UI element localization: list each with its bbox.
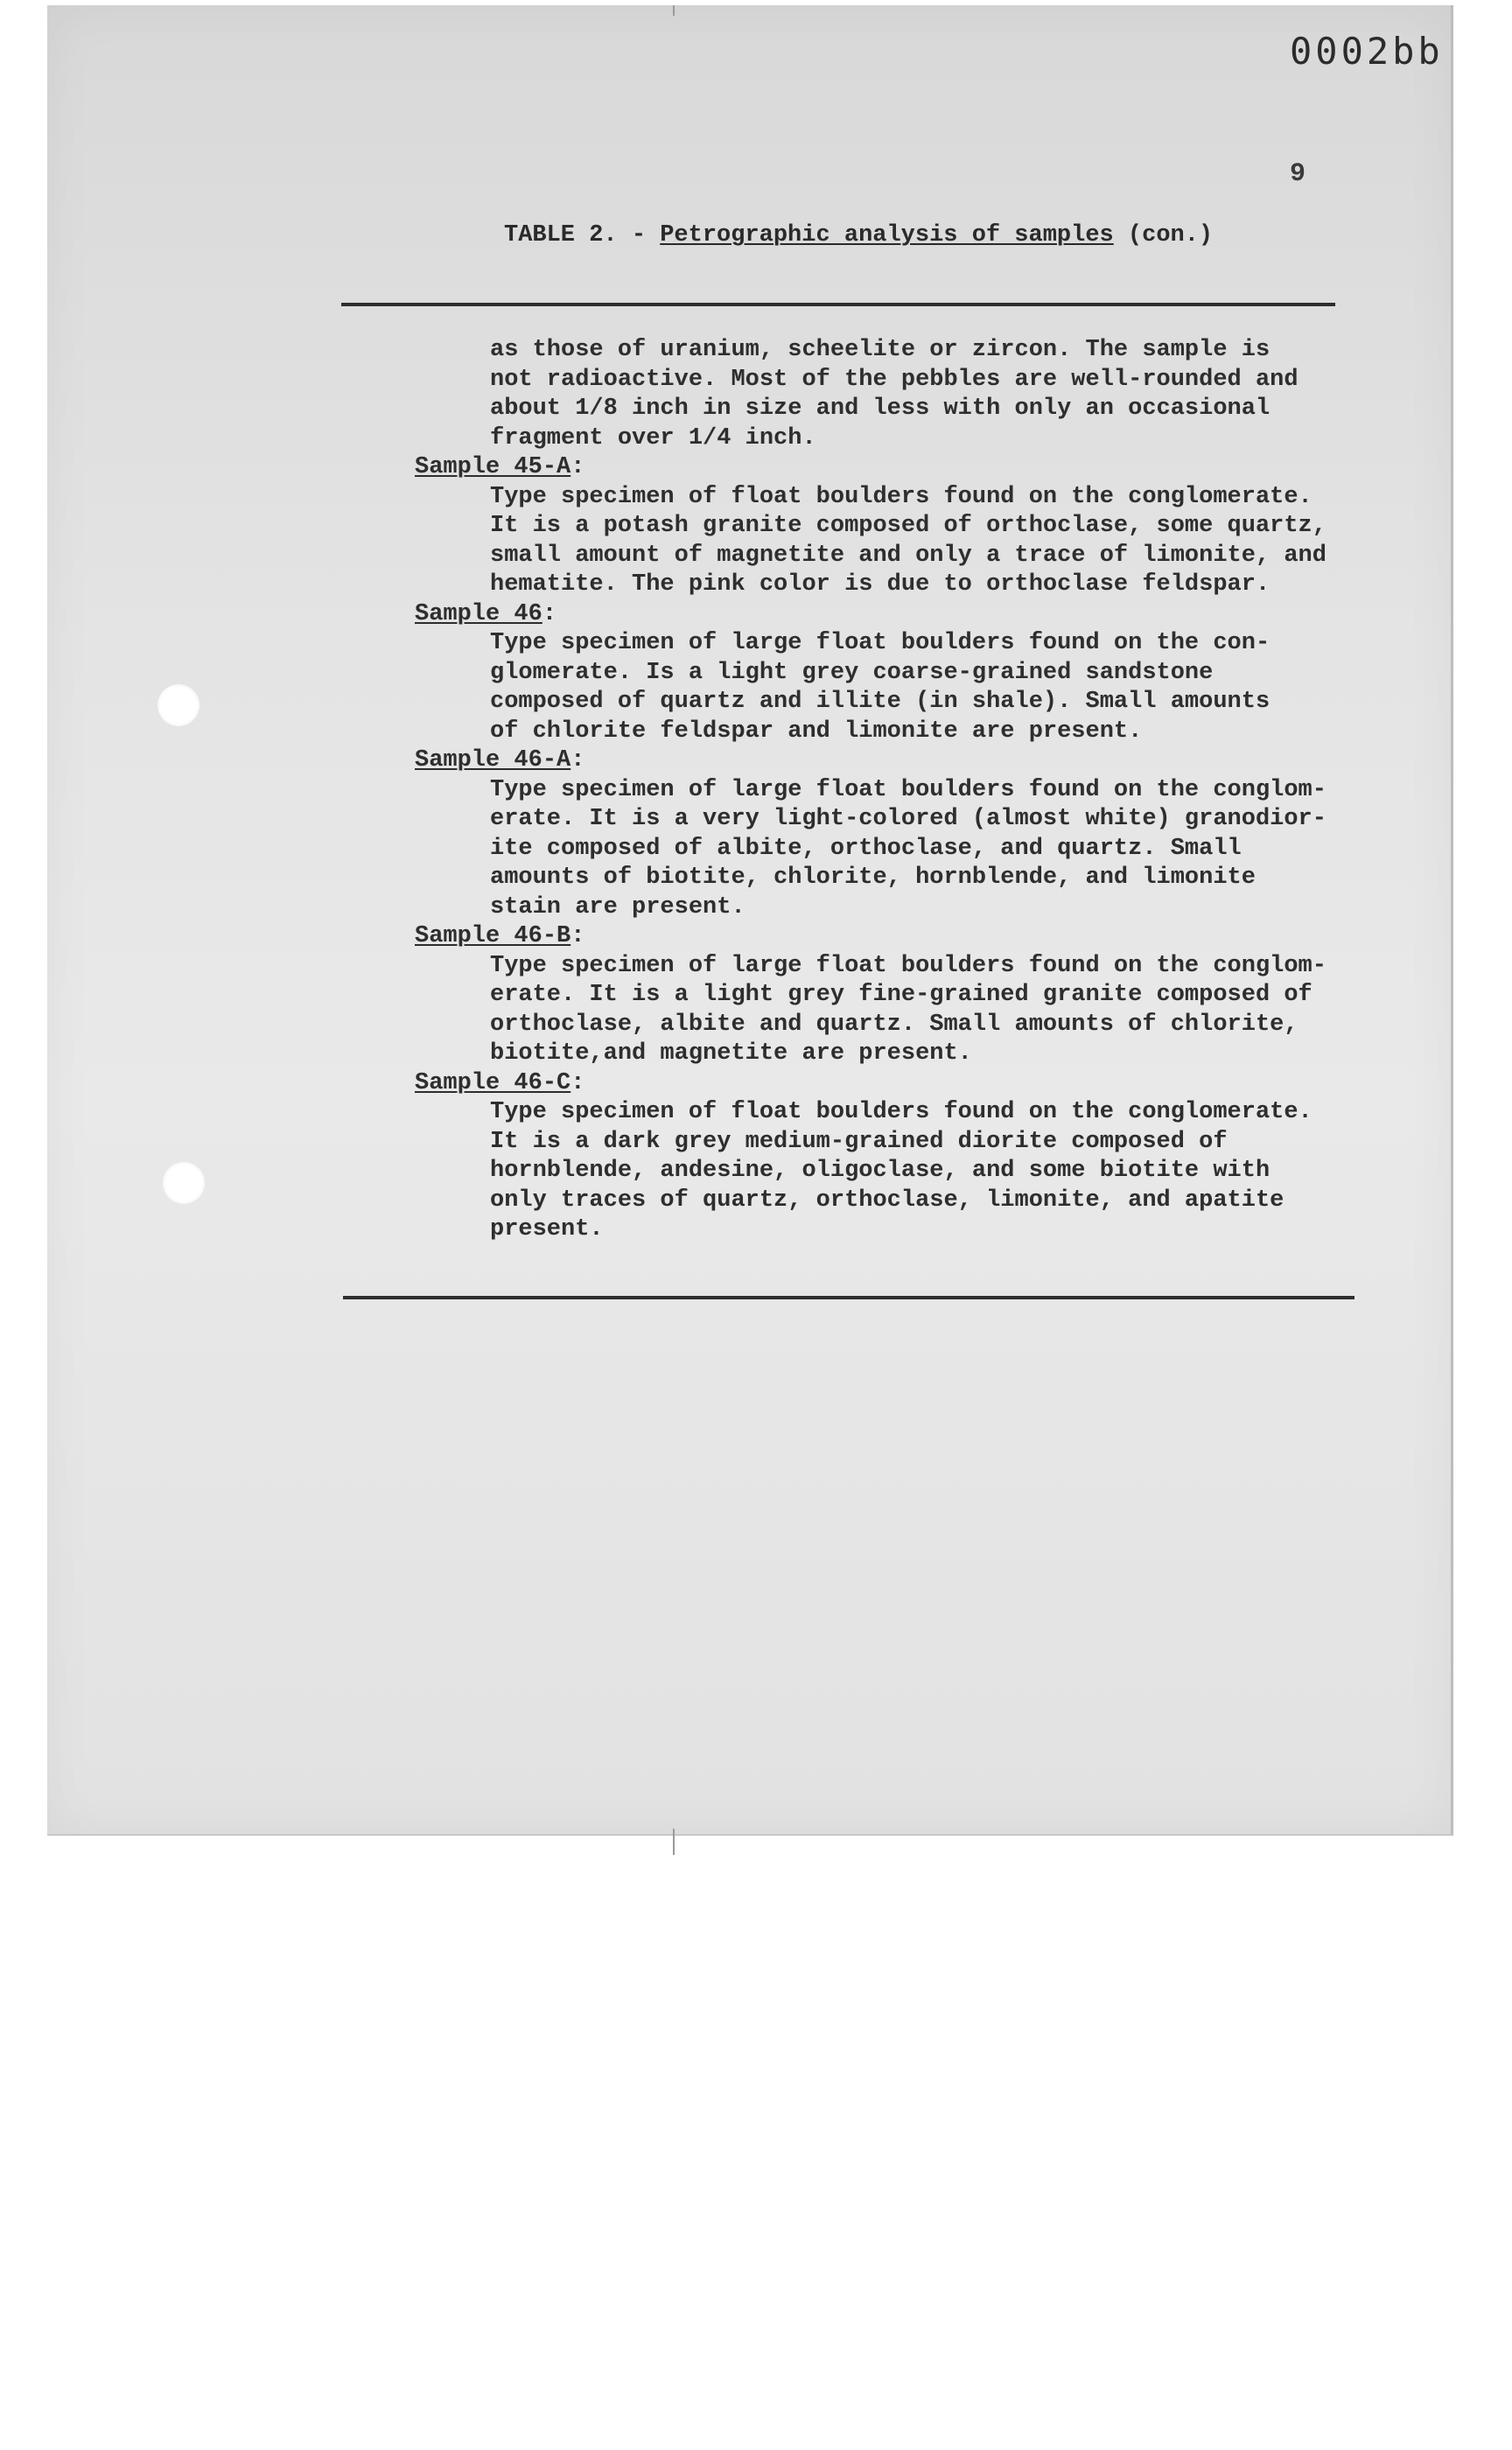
- table-title-prefix: TABLE 2. -: [504, 222, 661, 248]
- sample-description: Type specimen of large float boulders found on the conglom- erate. It is a light grey fine-grained granite composed of orthoclase, albite and quartz. Small amounts of chlorite, biotite,and magnetite are present.: [490, 952, 1326, 1067]
- table-title-suffix: (con.): [1113, 222, 1214, 248]
- fold-mark-top: [673, 5, 675, 16]
- intro-paragraph: as those of uranium, scheelite or zircon. The sample is not radioactive. Most of the pebbles are well-rounded and about 1/8 inch in size and less with only an occasional fragment over 1/4 inch.: [490, 337, 1298, 452]
- page-number: 9: [1290, 159, 1306, 189]
- table-top-rule: [341, 303, 1335, 306]
- sample-label: Sample 46:: [415, 600, 557, 627]
- sample-label: Sample 45-A:: [415, 454, 585, 480]
- sample-description: Type specimen of large float boulders found on the con- glomerate. Is a light grey coarse-grained sandstone composed of quartz and illite (in shale). Small amounts of chlorite feldspar and limonite are present.: [490, 630, 1270, 745]
- document-page: [47, 5, 1453, 1836]
- sample-description: Type specimen of float boulders found on the conglomerate. It is a potash granite composed of orthoclase, some quartz, small amount of magnetite and only a trace of limonite, and hematite. The pink color is due to orthoclase feldspar.: [490, 483, 1326, 598]
- sample-label: Sample 46-C:: [415, 1069, 585, 1096]
- table-title: [504, 222, 1213, 248]
- sample-description: Type specimen of large float boulders found on the conglom- erate. It is a very light-colored (almost white) granodior- ite composed of albite, orthoclase, and quartz. Small amounts of biotite, chlorite, hornblende, and limonite stain are present.: [490, 776, 1326, 920]
- table-title-main: Petrographic analysis of samples: [660, 222, 1114, 248]
- sample-label: Sample 46-A:: [415, 747, 585, 774]
- table-body: [415, 336, 1368, 1245]
- punch-hole: [163, 1162, 205, 1204]
- fold-mark-bottom: [673, 1829, 675, 1855]
- sample-description: Type specimen of float boulders found on the conglomerate. It is a dark grey medium-grained diorite composed of hornblende, andesine, oligoclase, and some biotite with only traces of quartz, orthoclase, limonite, and apatite present.: [490, 1099, 1312, 1242]
- document-id: 0002bb: [1290, 30, 1444, 73]
- table-bottom-rule: [343, 1296, 1354, 1299]
- punch-hole: [158, 684, 200, 726]
- sample-label: Sample 46-B:: [415, 923, 585, 949]
